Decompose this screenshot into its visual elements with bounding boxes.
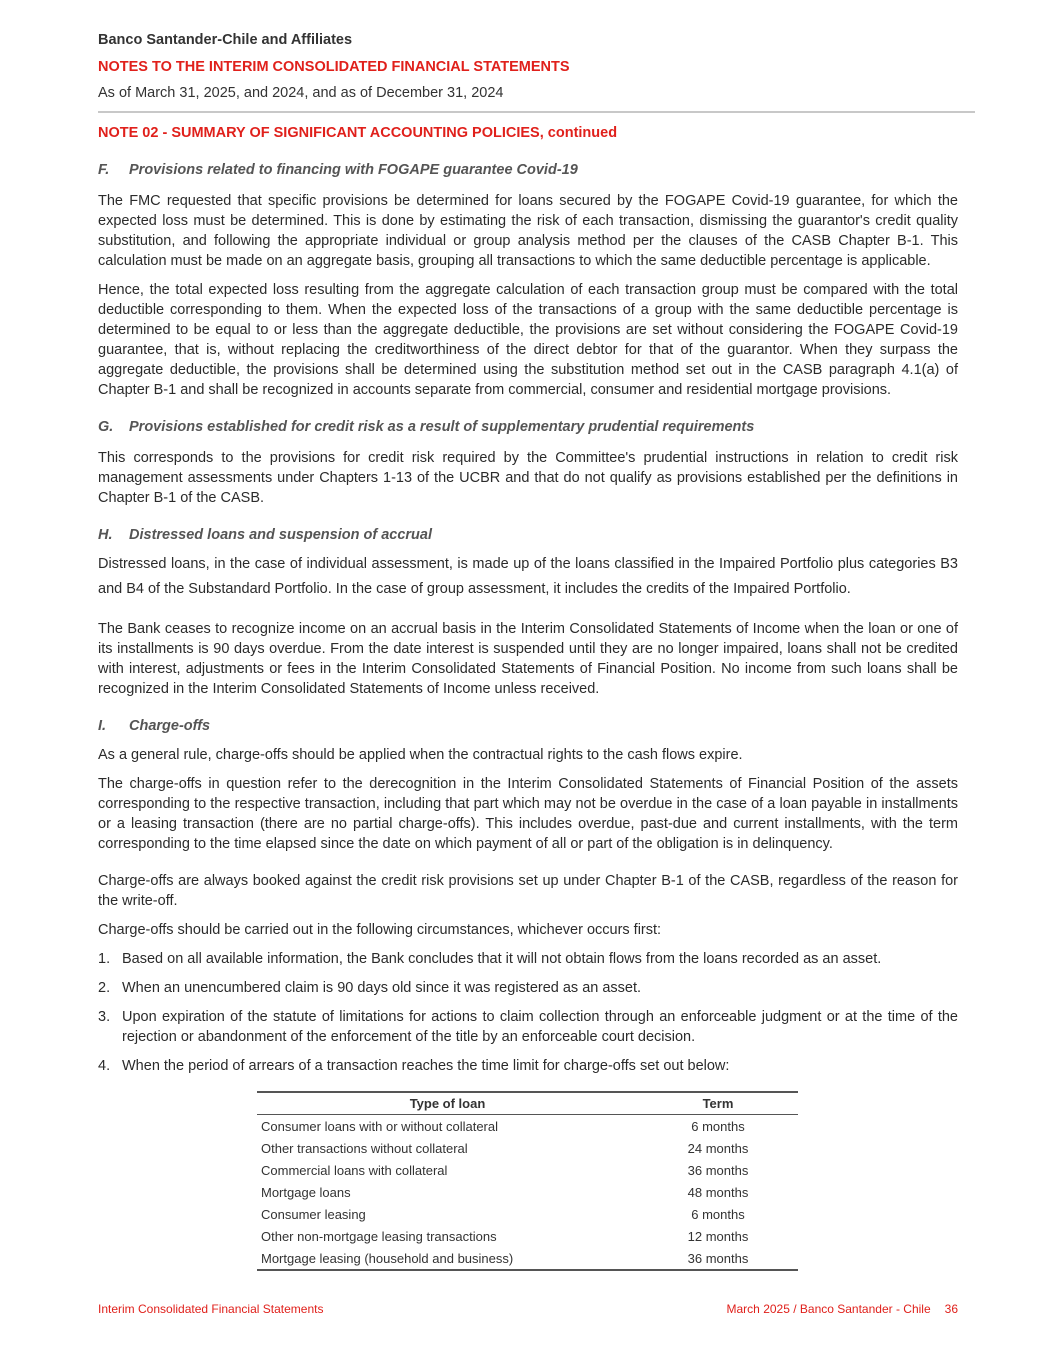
list-number: 2. xyxy=(98,980,111,996)
list-text: When an unencumbered claim is 90 days old since it was registered as an asset. xyxy=(122,980,642,996)
footer-right xyxy=(727,1302,958,1316)
section-title: Charge-offs xyxy=(129,718,211,734)
list-text: Based on all available information, the Bank concludes that it will not obtain flows from the loans recorded as an asset. xyxy=(122,951,882,967)
section-f-paragraph-1: The FMC requested that specific provisions be determined for loans secured by the FOGAPE Covid-19 guarantee, for which the expected loss must be determined. This is done by estimating the risk of each transaction, dismissing the guarantor's credit quality substitution, and following the appropriate individual or group analysis method per the clauses of the CASB Chapter B-1. This calculation must be made on an aggregate basis, grouping all transactions to which the same deductible percentage is applicable. xyxy=(98,193,958,269)
term-cell: 48 months xyxy=(687,1184,749,1200)
loan-type-cell: Consumer leasing xyxy=(261,1206,366,1222)
section-h-heading xyxy=(98,525,958,545)
footer-period: March 2025 / Banco Santander - Chile xyxy=(726,1302,931,1316)
footer-document-title: Interim Consolidated Financial Statements xyxy=(98,1302,324,1316)
company-name: Banco Santander-Chile and Affiliates xyxy=(98,32,353,48)
charge-off-terms-table xyxy=(257,1091,798,1271)
section-f-heading xyxy=(98,160,958,180)
section-letter: I. xyxy=(98,718,107,734)
section-title: Provisions related to financing with FOGAPE guarantee Covid-19 xyxy=(129,162,578,178)
section-i-paragraph-1: As a general rule, charge-offs should be applied when the contractual rights to the cash flows expire. xyxy=(98,747,743,763)
section-letter: G. xyxy=(98,419,114,435)
note-heading: NOTE 02 - SUMMARY OF SIGNIFICANT ACCOUNTING POLICIES, continued xyxy=(98,125,618,141)
section-title: Distressed loans and suspension of accrual xyxy=(129,527,432,543)
section-letter: H. xyxy=(98,527,113,543)
list-text: Upon expiration of the statute of limitations for actions to claim collection through an enforceable judgment or at the time of the rejection or abandonment of the enforcement of the title by an enforceable court decision. xyxy=(122,1009,958,1045)
list-text: When the period of arrears of a transaction reaches the time limit for charge-offs set out below: xyxy=(122,1058,730,1074)
loan-type-cell: Mortgage leasing (household and business) xyxy=(257,1247,638,1270)
table-row xyxy=(257,1181,798,1203)
table-row xyxy=(257,1115,798,1138)
list-item xyxy=(98,1007,958,1047)
loan-type-cell: Other non-mortgage leasing transactions xyxy=(261,1228,497,1244)
list-number: 4. xyxy=(98,1058,111,1074)
loan-type-cell: Mortgage loans xyxy=(261,1184,351,1200)
notes-title: NOTES TO THE INTERIM CONSOLIDATED FINANCIAL STATEMENTS xyxy=(98,59,570,75)
table-header-row xyxy=(257,1092,798,1115)
section-h-paragraph-2: The Bank ceases to recognize income on an accrual basis in the Interim Consolidated Statements of Income when the loan or one of its installments is 90 days overdue. From the date interest is suspended until they are no longer impaired, loans shall not be credited with interest, adjustments or fees in the Interim Consolidated Statements of Financial Position. No income from such loans shall be recognized in the Interim Consolidated Statements of Income unless received. xyxy=(98,621,958,697)
header-divider xyxy=(98,111,975,113)
section-i-paragraph-4: Charge-offs should be carried out in the following circumstances, whichever occurs first: xyxy=(98,922,662,938)
page-number: 36 xyxy=(944,1302,958,1316)
term-cell: 6 months xyxy=(691,1206,745,1222)
section-i-paragraph-2: The charge-offs in question refer to the derecognition in the Interim Consolidated Statements of Financial Position of the assets corresponding to the respective transaction, including that part which may not be overdue in the case of a loan payable in installments or a leasing transaction (there are no partial charge-offs). This includes overdue, past-due and current installments, with the term corresponding to the time elapsed since the date on which payment of all or part of the obligation is in delinquency. xyxy=(98,776,958,852)
list-item xyxy=(98,978,958,998)
loan-type-cell: Commercial loans with collateral xyxy=(261,1162,448,1178)
table-row xyxy=(257,1159,798,1181)
section-h-paragraph-1: Distressed loans, in the case of individual assessment, is made up of the loans classified in the Impaired Portfolio plus categories B3 and B4 of the Substandard Portfolio. In the case of group assessment, it includes the credits of the Impaired Portfolio. xyxy=(98,556,958,597)
charge-off-circumstances-list xyxy=(98,949,958,1076)
loan-type-cell: Consumer loans with or without collateral xyxy=(261,1118,498,1134)
section-f-paragraph-2: Hence, the total expected loss resulting from the aggregate calculation of each transaction group must be compared with the total deductible corresponding to them. When the expected loss of the transactions of a group with the same deductible percentage is determined to be equal to or less than the aggregate deductible, the provisions are set without considering the FOGAPE Covid-19 guarantee, that is, without replacing the creditworthiness of the direct debtor for that of the guarantor. When they surpass the aggregate deductible, the provisions shall be determined using the substitution method set out in the CASB paragraph 4.1(a) of Chapter B-1 and shall be recognized in accounts separate from commercial, consumer and residential mortgage provisions. xyxy=(98,282,958,398)
section-title: Provisions established for credit risk as a result of supplementary prudential requirements xyxy=(129,419,755,435)
table-row xyxy=(257,1225,798,1247)
term-cell: 36 months xyxy=(687,1162,749,1178)
term-cell: 6 months xyxy=(691,1118,745,1134)
list-item xyxy=(98,1056,958,1076)
page-content xyxy=(98,30,958,1076)
section-g-paragraph-1: This corresponds to the provisions for credit risk required by the Committee's prudential instructions in relation to credit risk management assessments under Chapters 1-13 of the UCBR and that do not qualify as provisions established per the definitions in Chapter B-1 of the CASB. xyxy=(98,450,958,506)
column-header-term: Term xyxy=(638,1092,798,1115)
column-header-type: Type of loan xyxy=(257,1092,638,1115)
table-row xyxy=(257,1247,798,1270)
table-row xyxy=(257,1203,798,1225)
section-i-heading xyxy=(98,716,958,736)
term-cell: 24 months xyxy=(687,1140,749,1156)
term-cell: 12 months xyxy=(687,1228,749,1244)
list-item xyxy=(98,949,958,969)
list-number: 1. xyxy=(98,951,111,967)
table-row xyxy=(257,1137,798,1159)
list-number: 3. xyxy=(98,1009,111,1025)
section-g-heading xyxy=(98,417,958,437)
section-i-paragraph-3: Charge-offs are always booked against the credit risk provisions set up under Chapter B-1 of the CASB, regardless of the reason for the write-off. xyxy=(98,873,958,909)
term-cell: 36 months xyxy=(638,1247,798,1270)
as-of-date: As of March 31, 2025, and 2024, and as of December 31, 2024 xyxy=(98,85,504,101)
section-letter: F. xyxy=(98,162,110,178)
loan-type-cell: Other transactions without collateral xyxy=(261,1140,468,1156)
